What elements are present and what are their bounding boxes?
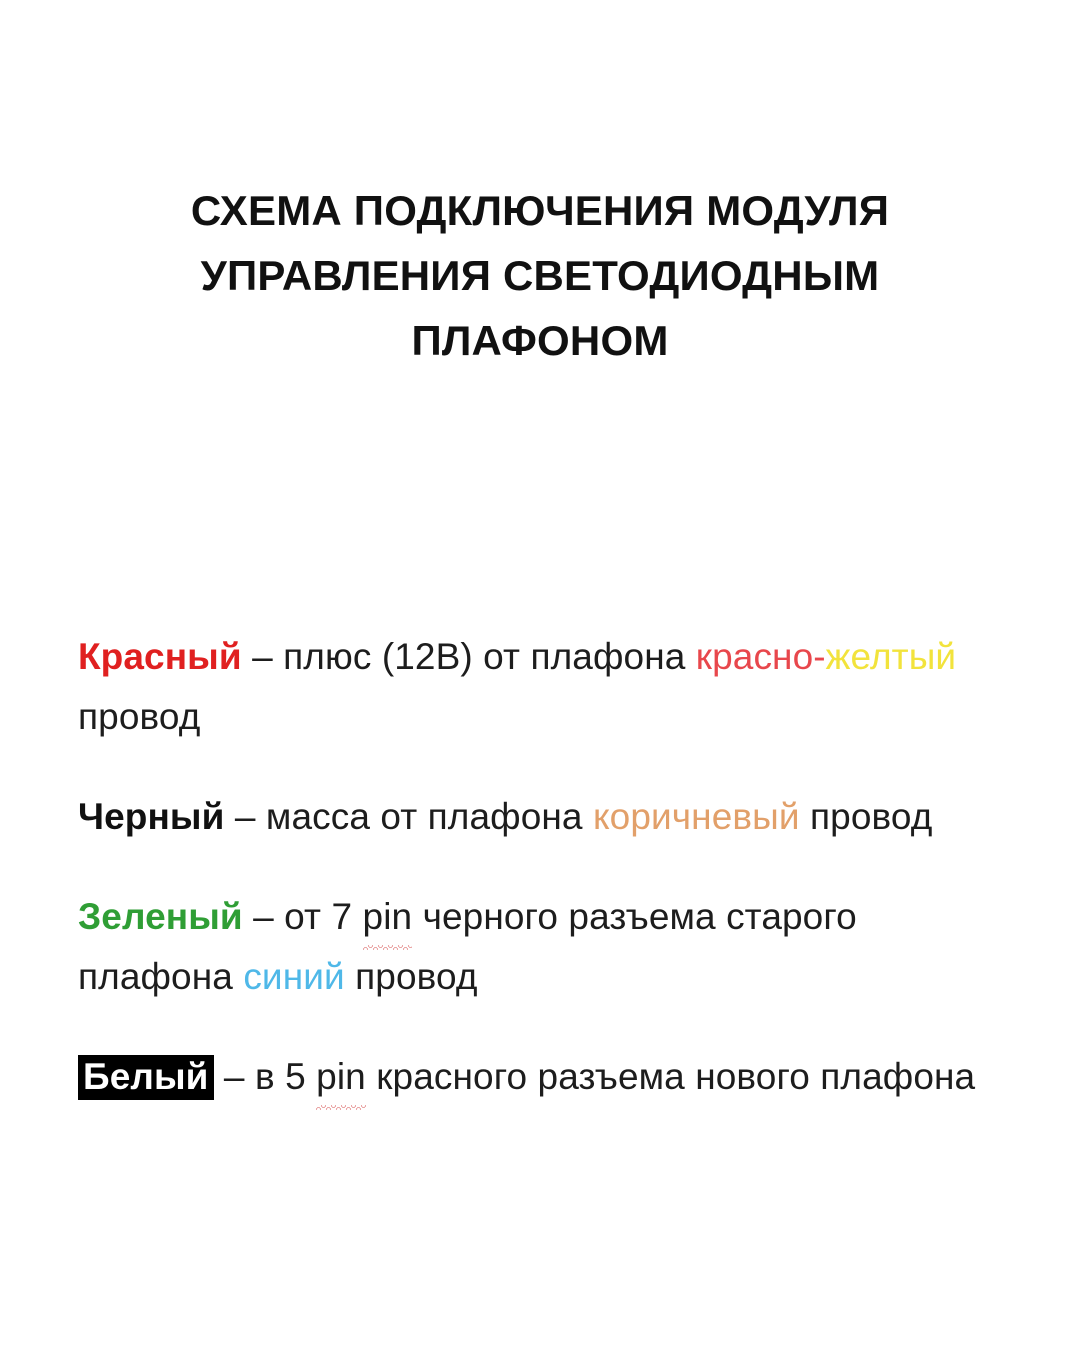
keyword-red: Красный: [78, 636, 242, 677]
wire-color-brown: коричневый: [592, 795, 800, 837]
instruction-line-red: [78, 627, 1008, 747]
wire-color-blue: синий: [243, 955, 345, 997]
instruction-line-green: [78, 887, 1008, 1007]
spellcheck-word-pin-2: pin: [316, 1047, 366, 1107]
line-red-text-after: провод: [78, 695, 201, 737]
line-green-text-middle: черного разъема старого плафона: [78, 895, 857, 997]
line-black-text-after: провод: [799, 795, 933, 837]
line-green-text-after: провод: [344, 955, 478, 997]
line-white-text-after: красного разъема нового плафона: [365, 1055, 976, 1097]
wire-color-yellow: желтый: [825, 636, 957, 677]
line-black-text-before: – масса от плафона: [224, 795, 593, 837]
line-red-text-before: – плюс (12В) от плафона: [241, 636, 696, 677]
instructions-list: [78, 590, 1008, 1107]
keyword-green: Зеленый: [78, 895, 243, 937]
keyword-black: Черный: [78, 795, 225, 837]
instruction-line-white: [78, 1047, 1008, 1107]
keyword-white: Белый: [78, 1055, 214, 1100]
line-white-text-before: – в 5: [213, 1055, 317, 1097]
spellcheck-word-pin-1: pin: [363, 887, 413, 947]
line-green-text-before: – от 7: [242, 895, 363, 937]
instruction-line-black: [78, 787, 1008, 847]
page-title: СХЕМА ПОДКЛЮЧЕНИЯ МОДУЛЯ УПРАВЛЕНИЯ СВЕТОДИОДНЫМ ПЛАФОНОМ: [190, 187, 890, 365]
wire-color-red: красно-: [695, 636, 826, 677]
